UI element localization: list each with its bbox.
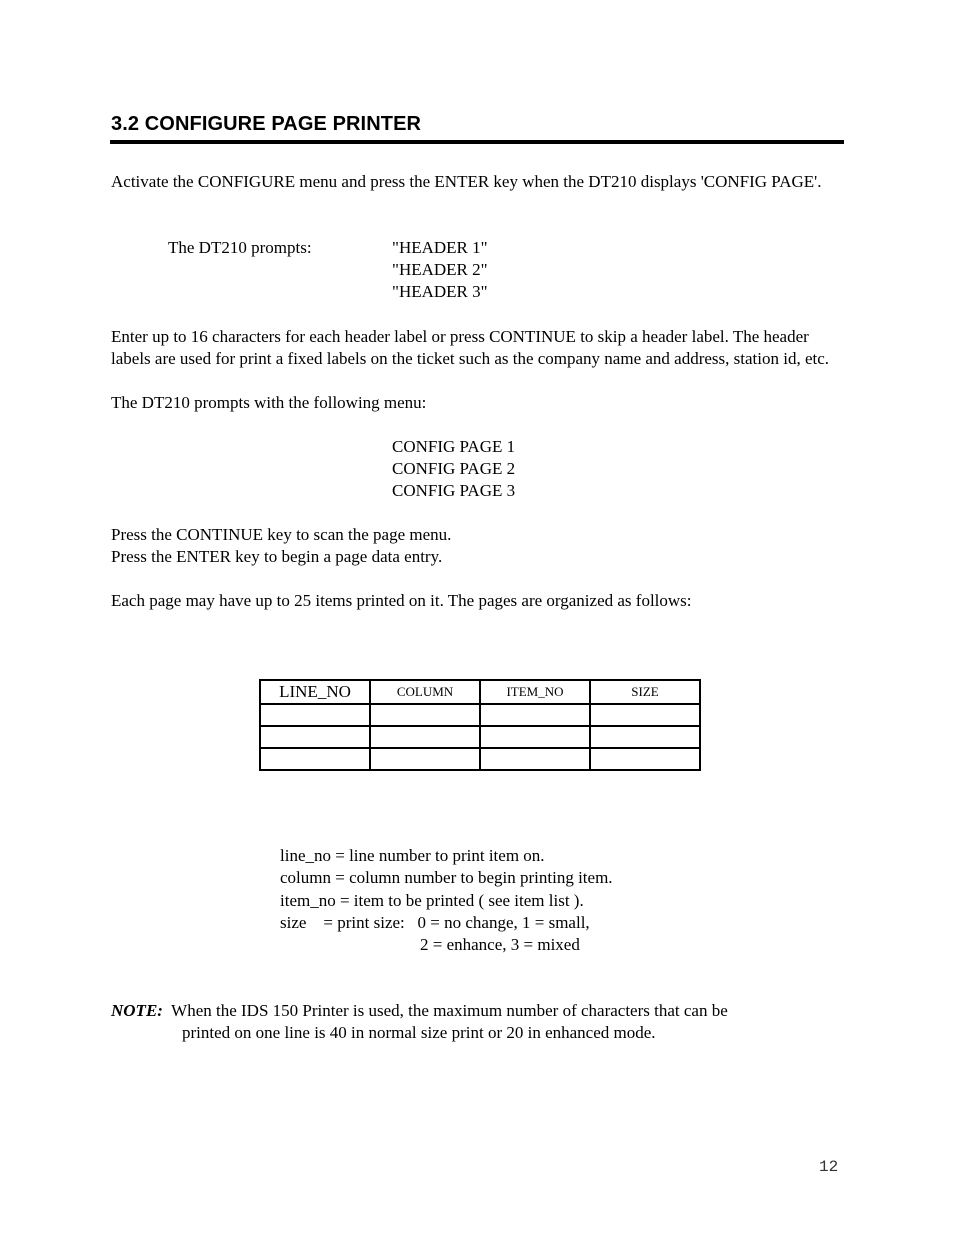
- note-label: NOTE:: [111, 1001, 163, 1020]
- continue-instruction: Press the CONTINUE key to scan the page menu.: [111, 525, 452, 544]
- column-header-column: COLUMN: [370, 680, 480, 704]
- header-info-paragraph: Enter up to 16 characters for each header label or press CONTINUE to skip a header label. The header labels are used for print a fixed labels on the ticket such as the company name and address, station id, etc.: [111, 327, 830, 368]
- section-heading: 3.2 CONFIGURE PAGE PRINTER: [111, 113, 422, 135]
- table-cell: [260, 748, 370, 770]
- menu-intro: The DT210 prompts with the following menu:: [111, 393, 427, 412]
- table-row: [260, 726, 700, 748]
- table-cell: [260, 726, 370, 748]
- prompt-header-1: "HEADER 1": [392, 238, 488, 257]
- table-cell: [370, 704, 480, 726]
- menu-item-config-page-3: CONFIG PAGE 3: [392, 481, 516, 500]
- page-layout-table: [259, 679, 701, 771]
- menu-item-config-page-1: CONFIG PAGE 1: [392, 437, 516, 456]
- column-header-line-no: LINE_NO: [260, 680, 370, 704]
- prompts-label: The DT210 prompts:: [168, 238, 312, 257]
- heading-rule: [110, 140, 844, 144]
- definition-size: size = print size: 0 = no change, 1 = small,: [280, 913, 590, 932]
- table-cell: [260, 704, 370, 726]
- table-row: [260, 704, 700, 726]
- table-cell: [590, 726, 700, 748]
- pages-description: Each page may have up to 25 items printed on it. The pages are organized as follows:: [111, 591, 692, 610]
- definition-line-no: line_no = line number to print item on.: [280, 846, 545, 865]
- table-cell: [480, 726, 590, 748]
- prompt-header-2: "HEADER 2": [392, 260, 488, 279]
- note-text-1: When the IDS 150 Printer is used, the maximum number of characters that can be: [171, 1001, 728, 1020]
- definition-size-continued: 2 = enhance, 3 = mixed: [420, 935, 580, 954]
- table-row: [260, 748, 700, 770]
- table-cell: [480, 748, 590, 770]
- definition-item-no: item_no = item to be printed ( see item list ).: [280, 891, 584, 910]
- table-cell: [370, 726, 480, 748]
- prompt-header-3: "HEADER 3": [392, 282, 488, 301]
- note-line-2: printed on one line is 40 in normal size print or 20 in enhanced mode.: [182, 1023, 656, 1042]
- page-number: 12: [819, 1158, 839, 1176]
- table-header-row: [260, 680, 700, 704]
- column-header-size: SIZE: [590, 680, 700, 704]
- table-cell: [590, 748, 700, 770]
- column-header-item-no: ITEM_NO: [480, 680, 590, 704]
- table-cell: [590, 704, 700, 726]
- definition-column: column = column number to begin printing item.: [280, 868, 613, 887]
- intro-paragraph: Activate the CONFIGURE menu and press the ENTER key when the DT210 displays 'CONFIG PAGE'.: [111, 172, 822, 191]
- table-cell: [370, 748, 480, 770]
- note-line-1: [111, 1000, 728, 1022]
- table-cell: [480, 704, 590, 726]
- enter-instruction: Press the ENTER key to begin a page data entry.: [111, 547, 443, 566]
- menu-item-config-page-2: CONFIG PAGE 2: [392, 459, 516, 478]
